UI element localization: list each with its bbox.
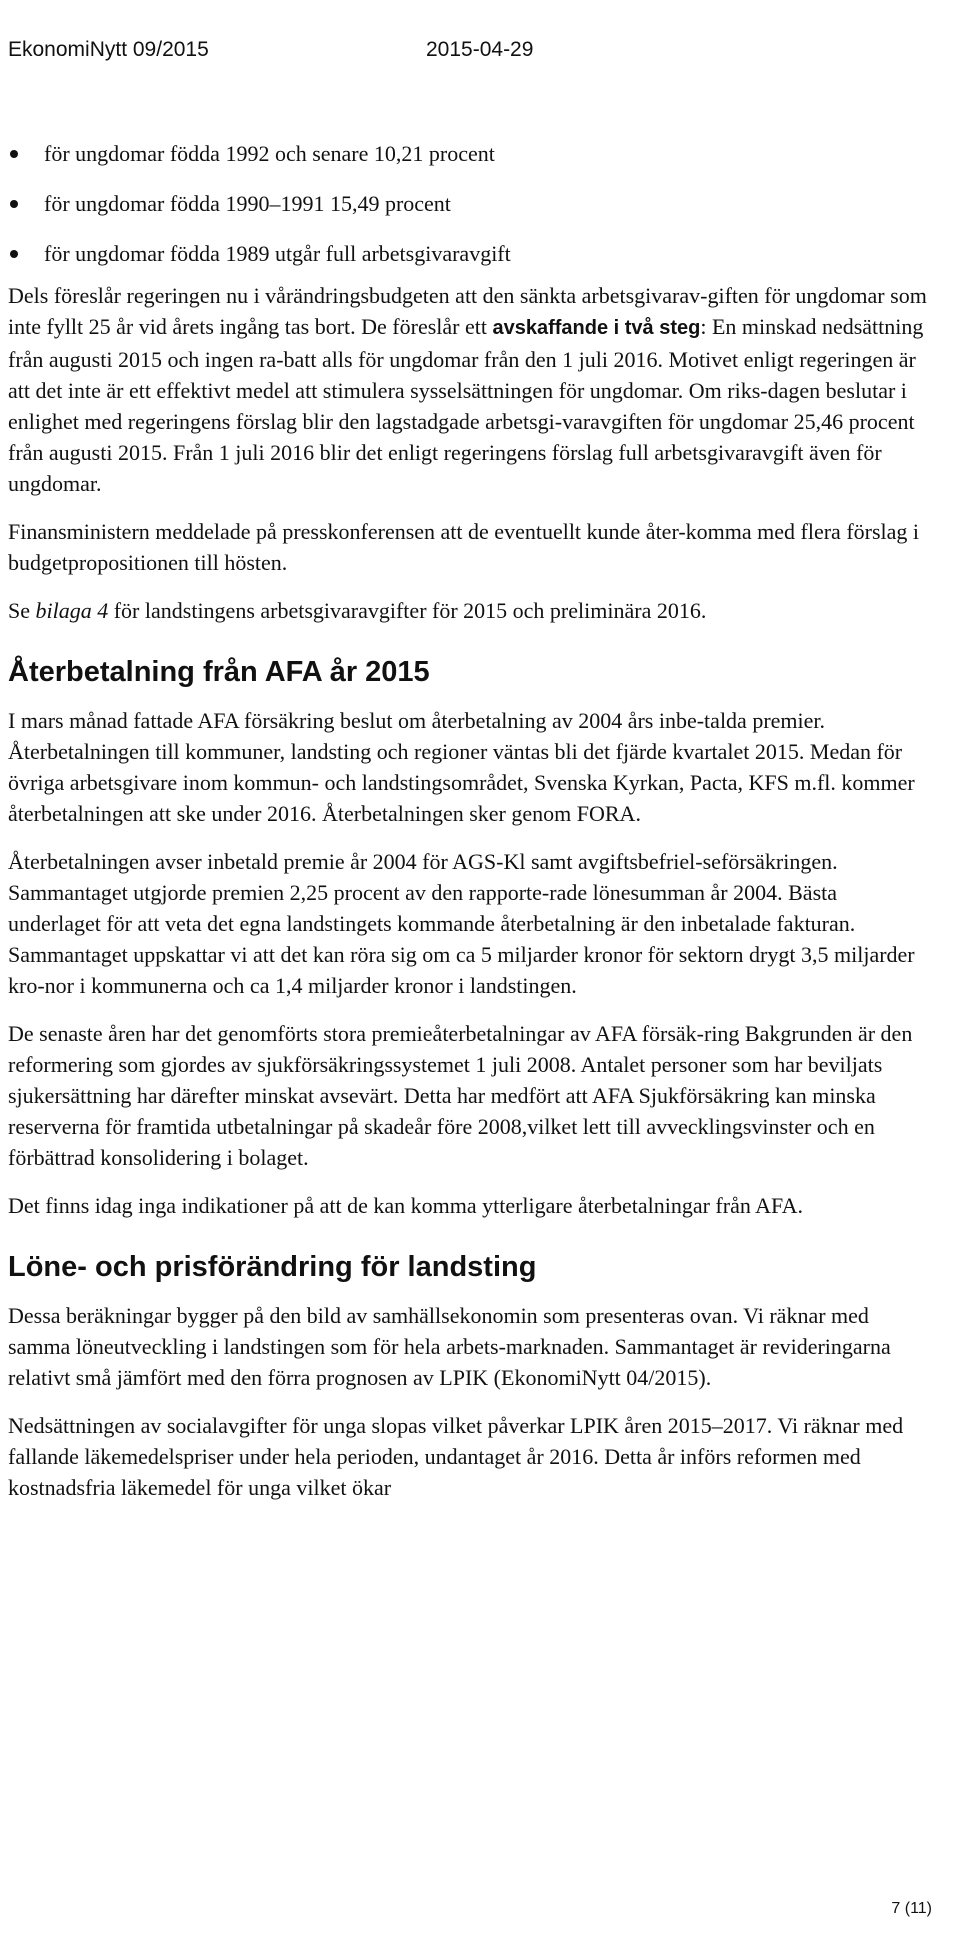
heading-wage-price-change: Löne- och prisförändring för landsting — [8, 1251, 537, 1283]
list-item-text: för ungdomar födda 1989 utgår full arbetsgivaravgift — [44, 241, 511, 266]
heading-afa-refund: Återbetalning från AFA år 2015 — [8, 656, 430, 688]
bullet-icon — [10, 200, 18, 208]
paragraph-afa-1: I mars månad fattade AFA försäkring beslut om återbetalning av 2004 års inbe-talda premier. Återbetalningen till kommuner, landsting och regioner väntas bli det fjärde kvartalet 2015. Medan för övriga arbetsgivare inom kommun- och landstingsområdet, Svenska Kyrkan, Pacta, KFS m.fl. kommer återbetalningen att ske under 2016. Återbetalningen sker genom FORA. — [8, 708, 915, 826]
paragraph-afa-3: De senaste åren har det genomförts stora premieåterbetalningar av AFA försäk-ring Bakgrunden är den reformering som gjordes av sjukförsäkringssystemet 1 juli 2008. Antalet personer som har beviljats sjukersättning har därefter minskat avsevärt. Detta har medfört att AFA Sjukförsäkring kan minska reserverna för framtida utbetalningar på skadeår före 2008,vilket lett till avvecklingsvinster och en förbättrad konsolidering i bolaget. — [8, 1021, 913, 1170]
paragraph-text: Se — [8, 598, 36, 623]
paragraph-text: Dels föreslår regeringen nu i vårändringsbudgeten att den sänkta arbetsgivarav-giften för ungdomar som inte fyllt 25 år vid årets ingång tas bort. De föreslår ett — [8, 283, 927, 339]
appendix-reference: bilaga 4 — [35, 598, 109, 623]
list-item — [8, 188, 933, 219]
paragraph-appendix-ref — [8, 595, 933, 626]
page-header — [8, 38, 568, 68]
list-item-text: för ungdomar födda 1992 och senare 10,21 procent — [44, 141, 495, 166]
bullet-icon — [10, 150, 18, 158]
paragraph-finance-minister: Finansministern meddelade på presskonferensen att de eventuellt kunde åter-komma med flera förslag i budgetpropositionen till hösten. — [8, 519, 920, 575]
document-body — [8, 138, 933, 1520]
list-item — [8, 138, 933, 169]
paragraph-lpik-1: Dessa beräkningar bygger på den bild av samhällsekonomin som presenteras ovan. Vi räknar med samma löneutveckling i landstingen som för hela arbets-marknaden. Sammantaget är revideringarna relativt små jämfört med den förra prognosen av LPIK (EkonomiNytt 04/2015). — [8, 1303, 891, 1390]
paragraph-text: för landstingens arbetsgivaravgifter för 2015 och preliminära 2016. — [108, 598, 707, 623]
publication-title: EkonomiNytt 09/2015 — [8, 38, 209, 61]
paragraph-afa-4: Det finns idag inga indikationer på att de kan komma ytterligare återbetalningar från AFA. — [8, 1193, 803, 1218]
paragraph-text: : En minskad nedsättning från augusti 2015 och ingen ra-batt alls för ungdomar från den 1 juli 2016. Motivet enligt regeringen är att det inte är ett effektivt medel att stimulera sysselsättningen för ungdomar. Om riks-dagen beslutar i enlighet med regeringens förslag blir den lagstadgade arbetsgi-varavgiften för ungdomar 25,46 procent från augusti 2015. Från 1 juli 2016 blir det enligt regeringens förslag full arbetsgivaravgift även för ungdomar. — [8, 314, 924, 496]
paragraph-youth-fee — [8, 280, 933, 499]
list-item — [8, 238, 933, 269]
publication-date: 2015-04-29 — [426, 38, 534, 61]
page-number: 7 (11) — [891, 1900, 932, 1917]
bullet-list — [8, 138, 933, 269]
list-item-text: för ungdomar födda 1990–1991 15,49 procent — [44, 191, 451, 216]
bold-phrase: avskaffande i två steg — [492, 317, 701, 339]
paragraph-lpik-2: Nedsättningen av socialavgifter för unga slopas vilket påverkar LPIK åren 2015–2017. Vi räknar med fallande läkemedelspriser under hela perioden, undantaget år 2016. Detta år införs reformen med kostnadsfria läkemedel för unga vilket ökar — [8, 1413, 904, 1500]
bullet-icon — [10, 250, 18, 258]
paragraph-afa-2: Återbetalningen avser inbetald premie år 2004 för AGS-Kl samt avgiftsbefriel-seförsäkringen. Sammantaget utgjorde premien 2,25 procent av den rapporte-rade lönesumman år 2004. Bästa underlaget för att veta det egna landstingets kommande återbetalning är den inbetalade fakturan. Sammantaget uppskattar vi att det kan röra sig om ca 5 miljarder kronor för sektorn drygt 3,5 miljarder kro-nor i kommunerna och ca 1,4 miljarder kronor i landstingen. — [8, 849, 915, 998]
